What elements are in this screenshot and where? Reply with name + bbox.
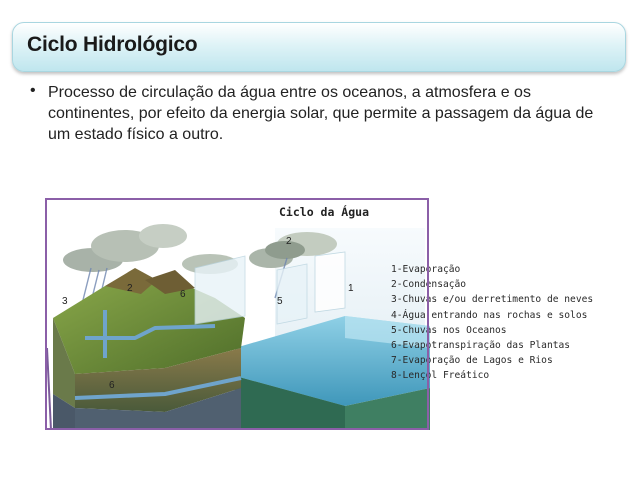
diagram-number: 6: [180, 289, 186, 300]
legend-item: 7-Evaporação de Lagos e Rios: [391, 355, 553, 367]
slide-title-bar: [12, 22, 626, 72]
diagram-number: 5: [277, 296, 283, 307]
bullet-item: [30, 82, 610, 145]
bullet-text: Processo de circulação da água entre os oceanos, a atmosfera e os continentes, por efeito da energia solar, que permite a passagem da água de um estado físico a outro.: [48, 84, 594, 143]
legend-item: 1-Evaporação: [391, 264, 461, 275]
figure-frame: [45, 198, 429, 430]
legend-item: 3-Chuvas e/ou derretimento de neves: [391, 294, 594, 306]
legend-item: 5-Chuvas nos Oceanos: [391, 324, 507, 336]
diagram-number: 1: [348, 283, 354, 294]
diagram-number: 6: [109, 380, 115, 391]
figure-title: Ciclo da Água: [279, 205, 370, 219]
slide-title: Ciclo Hidrológico: [27, 33, 198, 56]
legend-item: 6-Evapotranspiração das Plantas: [391, 340, 571, 352]
legend-item: 4-Água entrando nas rochas e solos: [391, 309, 588, 321]
bullet-dot: •: [30, 82, 36, 99]
diagram-number: 2: [286, 236, 292, 247]
diagram-number: 2: [127, 283, 133, 294]
diagram-number: 3: [62, 296, 68, 307]
legend-item: 8-Lençol Freático: [391, 370, 490, 382]
legend-item: 2-Condensação: [391, 279, 467, 291]
